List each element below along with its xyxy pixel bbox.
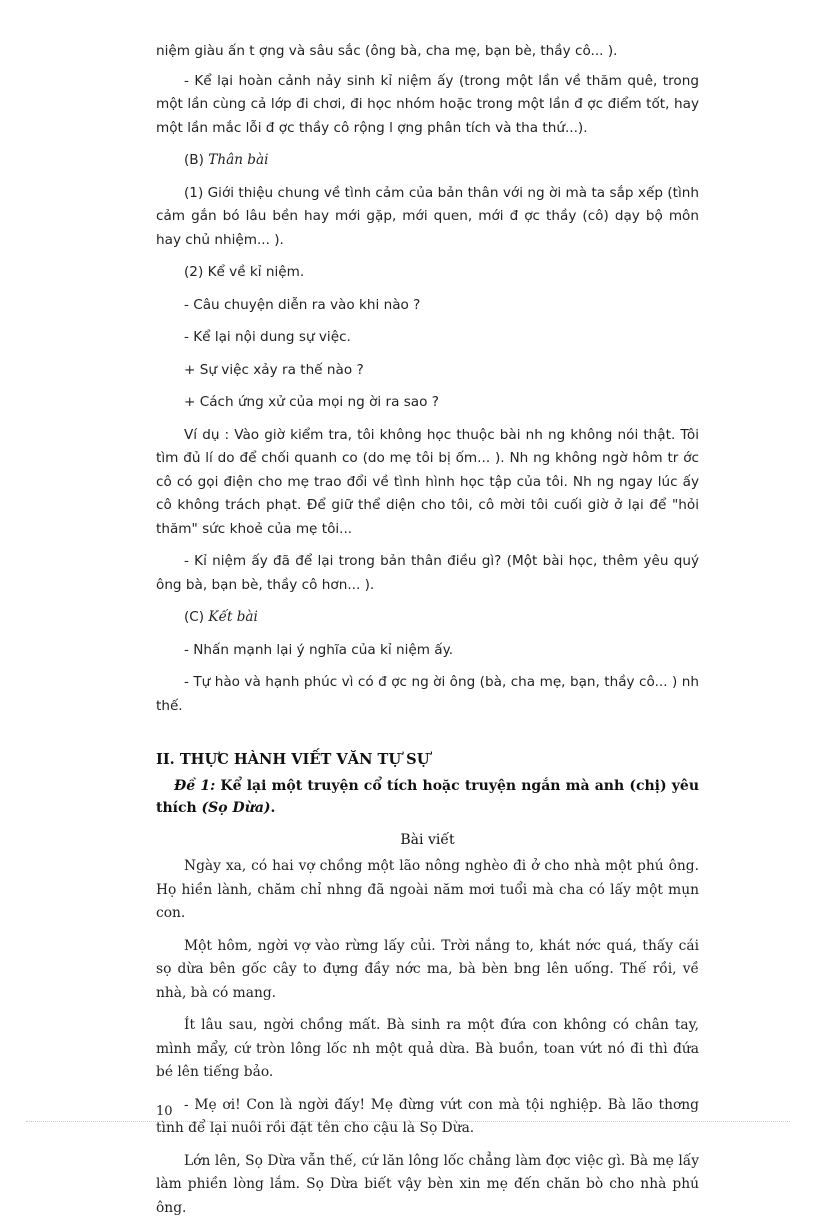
topic-label: Đề 1: — [174, 778, 216, 794]
section-title: II. THỰC HÀNH VIẾT VĂN TỰ SỰ — [156, 751, 430, 768]
outline-paragraph: - Nhấn mạnh lại ý nghĩa của kỉ niệm ấy. — [184, 641, 454, 658]
outline-paragraph: - Câu chuyện diễn ra vào khi nào ? — [184, 296, 421, 313]
essay-title: Bài viết — [400, 832, 455, 848]
outline-paragraph: + Sự việc xảy ra thế nào ? — [184, 361, 364, 378]
page-number: 10 — [156, 1104, 173, 1119]
outline-paragraph: (1) Giới thiệu chung về tình cảm của bản thân với ng ời mà ta sắp xếp (tình cảm gắn bó lâu bền hay mới gặp, mới quen, mới đ ợc thầy (cô) dạy bộ môn hay chủ nhiệm... ). — [156, 184, 699, 248]
outline-paragraph: niệm giàu ấn t ợng và sâu sắc (ông bà, cha mẹ, bạn bè, thầy cô... ). — [156, 43, 618, 59]
body-label: (B) — [184, 152, 209, 168]
essay-paragraph: Một hôm, ngời vợ vào rừng lấy củi. Trời nắng to, khát nớc quá, thấy cái sọ dừa bên gốc cây to đựng đầy nớc ma, bà bèn bng lên uống. Thế rồi, về nhà, bà có mang. — [156, 937, 699, 1001]
footer-divider — [26, 1121, 790, 1122]
body-heading-text: Thân bài — [208, 152, 269, 168]
text-column — [156, 40, 699, 1229]
essay-paragraph: Lớn lên, Sọ Dừa vẫn thế, cứ lăn lông lốc chẳng làm đợc việc gì. Bà mẹ lấy làm phiền lòng lắm. Sọ Dừa biết vậy bèn xin mẹ đến chăn bò cho nhà phú ông. — [156, 1152, 699, 1216]
essay-paragraph: Ít lâu sau, ngời chồng mất. Bà sinh ra một đứa con không có chân tay, mình mẩy, cứ tròn lông lốc nh một quả dừa. Bà buồn, toan vứt nó đi thì đứa bé lên tiếng bảo. — [156, 1017, 699, 1080]
outline-paragraph: - Kể lại hoàn cảnh nảy sinh kỉ niệm ấy (trong một lần về thăm quê, trong một lần cùng cả lớp đi chơi, đi học nhóm hoặc trong một lần đ ợc điểm tốt, hay một lần mắc lỗi đ ợc thầy cô rộng l ợng phân tích và tha thứ...). — [156, 72, 699, 136]
topic-statement — [156, 775, 699, 819]
outline-paragraph: - Kỉ niệm ấy đã để lại trong bản thân điều gì? (Một bài học, thêm yêu quý ông bà, bạn bè, thầy cô hơn... ). — [156, 553, 699, 593]
outline-paragraph: (2) Kể về kỉ niệm. — [184, 264, 305, 280]
example-paragraph: Ví dụ : Vào giờ kiểm tra, tôi không học thuộc bài nh ng không nói thật. Tôi tìm đủ lí do để chối quanh co (do mẹ tôi bị ốm... ). Nh ng không ngờ hôm tr ớc cô có gọi điện cho mẹ trao đổi về tình hình học tập của tôi. Nh ng ngay lúc ấy cô không trách phạt. Để giữ thể diện cho tôi, cô mời tôi cuối giờ ở lại để "hỏi thăm" sức khoẻ của mẹ tôi... — [156, 426, 699, 537]
outline-paragraph: + Cách ứng xử của mọi ng ời ra sao ? — [184, 394, 439, 410]
outline-paragraph: - Kể lại nội dung sự việc. — [184, 329, 351, 345]
outline-paragraph: - Tự hào và hạnh phúc vì có đ ợc ng ời ông (bà, cha mẹ, bạn, thầy cô... ) nh thế. — [156, 674, 699, 714]
essay-paragraph: Ngày xa, có hai vợ chồng một lão nông nghèo đi ở cho nhà một phú ông. Họ hiền lành, chăm chỉ nhng đã ngoài năm mơi tuổi mà cha có lấy một mụn con. — [156, 858, 699, 921]
topic-end: . — [270, 800, 276, 816]
essay-paragraph: - Mẹ ơi! Con là ngời đấy! Mẹ đừng vứt con mà tội nghiệp. Bà lão thơng tình để lại nuôi rồi đặt tên cho cậu là Sọ Dừa. — [156, 1096, 699, 1136]
conclusion-heading-text: Kết bài — [208, 609, 258, 625]
conclusion-heading — [156, 606, 699, 630]
topic-story: (Sọ Dừa) — [201, 800, 271, 816]
topic-text: Kể lại một truyện cổ tích hoặc truyện ngắn mà anh (chị) yêu thích — [156, 778, 700, 816]
conclusion-label: (C) — [184, 609, 209, 625]
body-heading — [156, 149, 699, 173]
